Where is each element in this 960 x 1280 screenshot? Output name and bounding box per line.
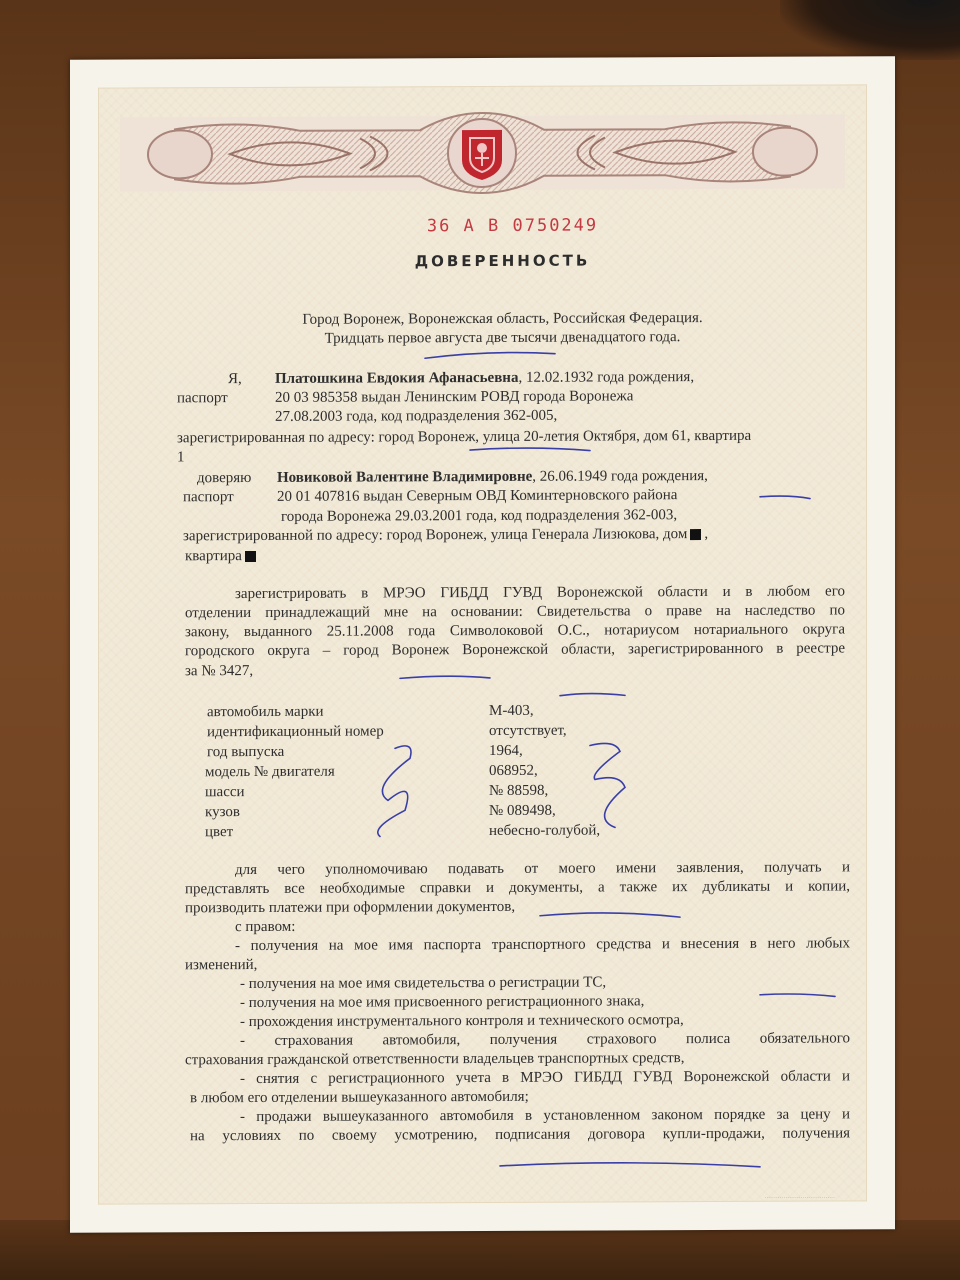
principal-name: Платошкина Евдокия Афанасьевна [275,369,519,387]
authority-line: в любом его отделении вышеуказанного автомобиля; [190,1088,529,1107]
authority-line: производить платежи при оформлении документов, [185,898,516,917]
vehicle-field-value: М-403, [489,702,534,719]
vehicle-field-label: идентификационный номер [207,723,384,741]
agent-apartment-label: квартира [185,548,242,565]
serial-number: 36 А В 0750249 [426,215,599,237]
agent-verb: доверяю [197,470,252,487]
purpose-line: закону, выданного 25.11.2008 года Символоковой О.С., нотариусом нотариального округа [185,621,845,641]
purpose-line: городского округа – город Воронеж Воронежской области, зарегистрированного в реестре [185,640,845,660]
underline-mark [560,693,625,695]
power-of-attorney-sheet [70,56,895,1233]
z-strike-left [378,746,411,837]
vehicle-field-label: автомобиль марки [207,703,324,721]
purpose-line: отделении принадлежащий мне на основании: Свидетельства о праве на наследство по [185,602,845,622]
agent-passport-line1: 20 01 407816 выдан Северным ОВД Коминтерновского района [277,487,678,505]
principal-address-line1: зарегистрированная по адресу: город Воронеж, улица 20-летия Октября, дом 61, квартира [177,427,752,447]
vehicle-field-label: кузов [205,804,240,821]
z-strike-right [590,743,625,827]
authority-line: - получения на мое имя свидетельства о регистрации ТС, [240,974,607,993]
form-footer-microtext: ····································· [764,1194,835,1202]
background-shadow [780,0,960,60]
authority-line: - продажи вышеуказанного автомобиля в установленном законом порядке за цену и [240,1106,850,1126]
agent-passport-label: паспорт [183,489,234,506]
agent-address-text: зарегистрированной по адресу: город Воронеж, улица Генерала Лизюкова, дом [183,526,688,545]
underline-mark [425,352,555,358]
vehicle-field-value: небесно-голубой, [489,822,601,839]
underline-mark [540,913,680,918]
authority-line: на условиях по своему усмотрению, подписания договора купли-продажи, получения [190,1125,850,1145]
principal-address-line2: 1 [177,449,185,466]
purpose-line: за № 3427, [185,663,254,680]
vehicle-field-label: модель № двигателя [205,763,335,781]
authority-line: для чего уполномочиваю подавать от моего имени заявления, получать и [235,859,850,879]
authority-line: - страхования автомобиля, получения страхового полиса обязательного [240,1030,850,1050]
vehicle-field-value: отсутствует, [489,722,567,739]
vehicle-field-label: шасси [205,784,245,801]
underline-mark [760,496,810,499]
purpose-line: зарегистрировать в МРЭО ГИБДД ГУВД Воронежской области и в любом его [235,583,845,603]
agent-address-end: , [704,526,709,543]
underline-mark [470,448,590,451]
principal-birth: , 12.02.1932 года рождения, [518,369,695,386]
authority-line: - прохождения инструментального контроля и технического осмотра, [240,1012,684,1031]
underline-mark [500,1162,760,1168]
agent-passport-line2: города Воронежа 29.03.2001 года, код подразделения 362-003, [281,507,678,525]
principal-passport-label: паспорт [177,390,228,407]
vehicle-field-value: 1964, [489,742,523,759]
document-title: ДОВЕРЕННОСТЬ [414,251,591,271]
underline-mark [400,676,490,678]
authority-line: изменений, [185,956,258,974]
vehicle-field-value: № 089498, [489,802,556,819]
vehicle-field-value: № 88598, [489,782,549,799]
vehicle-field-label: год выпуска [207,743,285,761]
handwritten-marks [70,56,895,1233]
authority-line: - получения на мое имя присвоенного регистрационного знака, [240,993,645,1012]
authority-line: страхования гражданской ответственности владельцев транспортных средств, [185,1050,685,1069]
authority-line: с правом: [235,918,296,936]
authority-line: представлять все необходимые справки и документы, а также их дубликаты и копии, [185,878,850,898]
authority-line: - получения на мое имя паспорта транспортного средства и внесения в него любых [235,935,850,955]
authority-line: - снятия с регистрационного учета в МРЭО ГИБДД ГУВД Воронежской области и [240,1068,850,1088]
vehicle-field-label: цвет [205,824,234,841]
principal-passport-line1: 20 03 985358 выдан Ленинским РОВД города Воронежа [275,388,634,406]
principal-passport-line2: 27.08.2003 года, код подразделения 362-005, [275,407,558,425]
place-line: Город Воронеж, Воронежская область, Российская Федерация. [302,310,703,328]
vehicle-field-value: 068952, [489,762,538,779]
agent-birth: , 26.06.1949 года рождения, [532,468,708,485]
underline-mark [760,994,835,997]
date-line: Тридцать первое августа две тысячи двенадцатого года. [324,329,681,347]
agent-name: Новиковой Валентине Владимировне [277,468,533,486]
pronoun: Я, [228,371,242,388]
